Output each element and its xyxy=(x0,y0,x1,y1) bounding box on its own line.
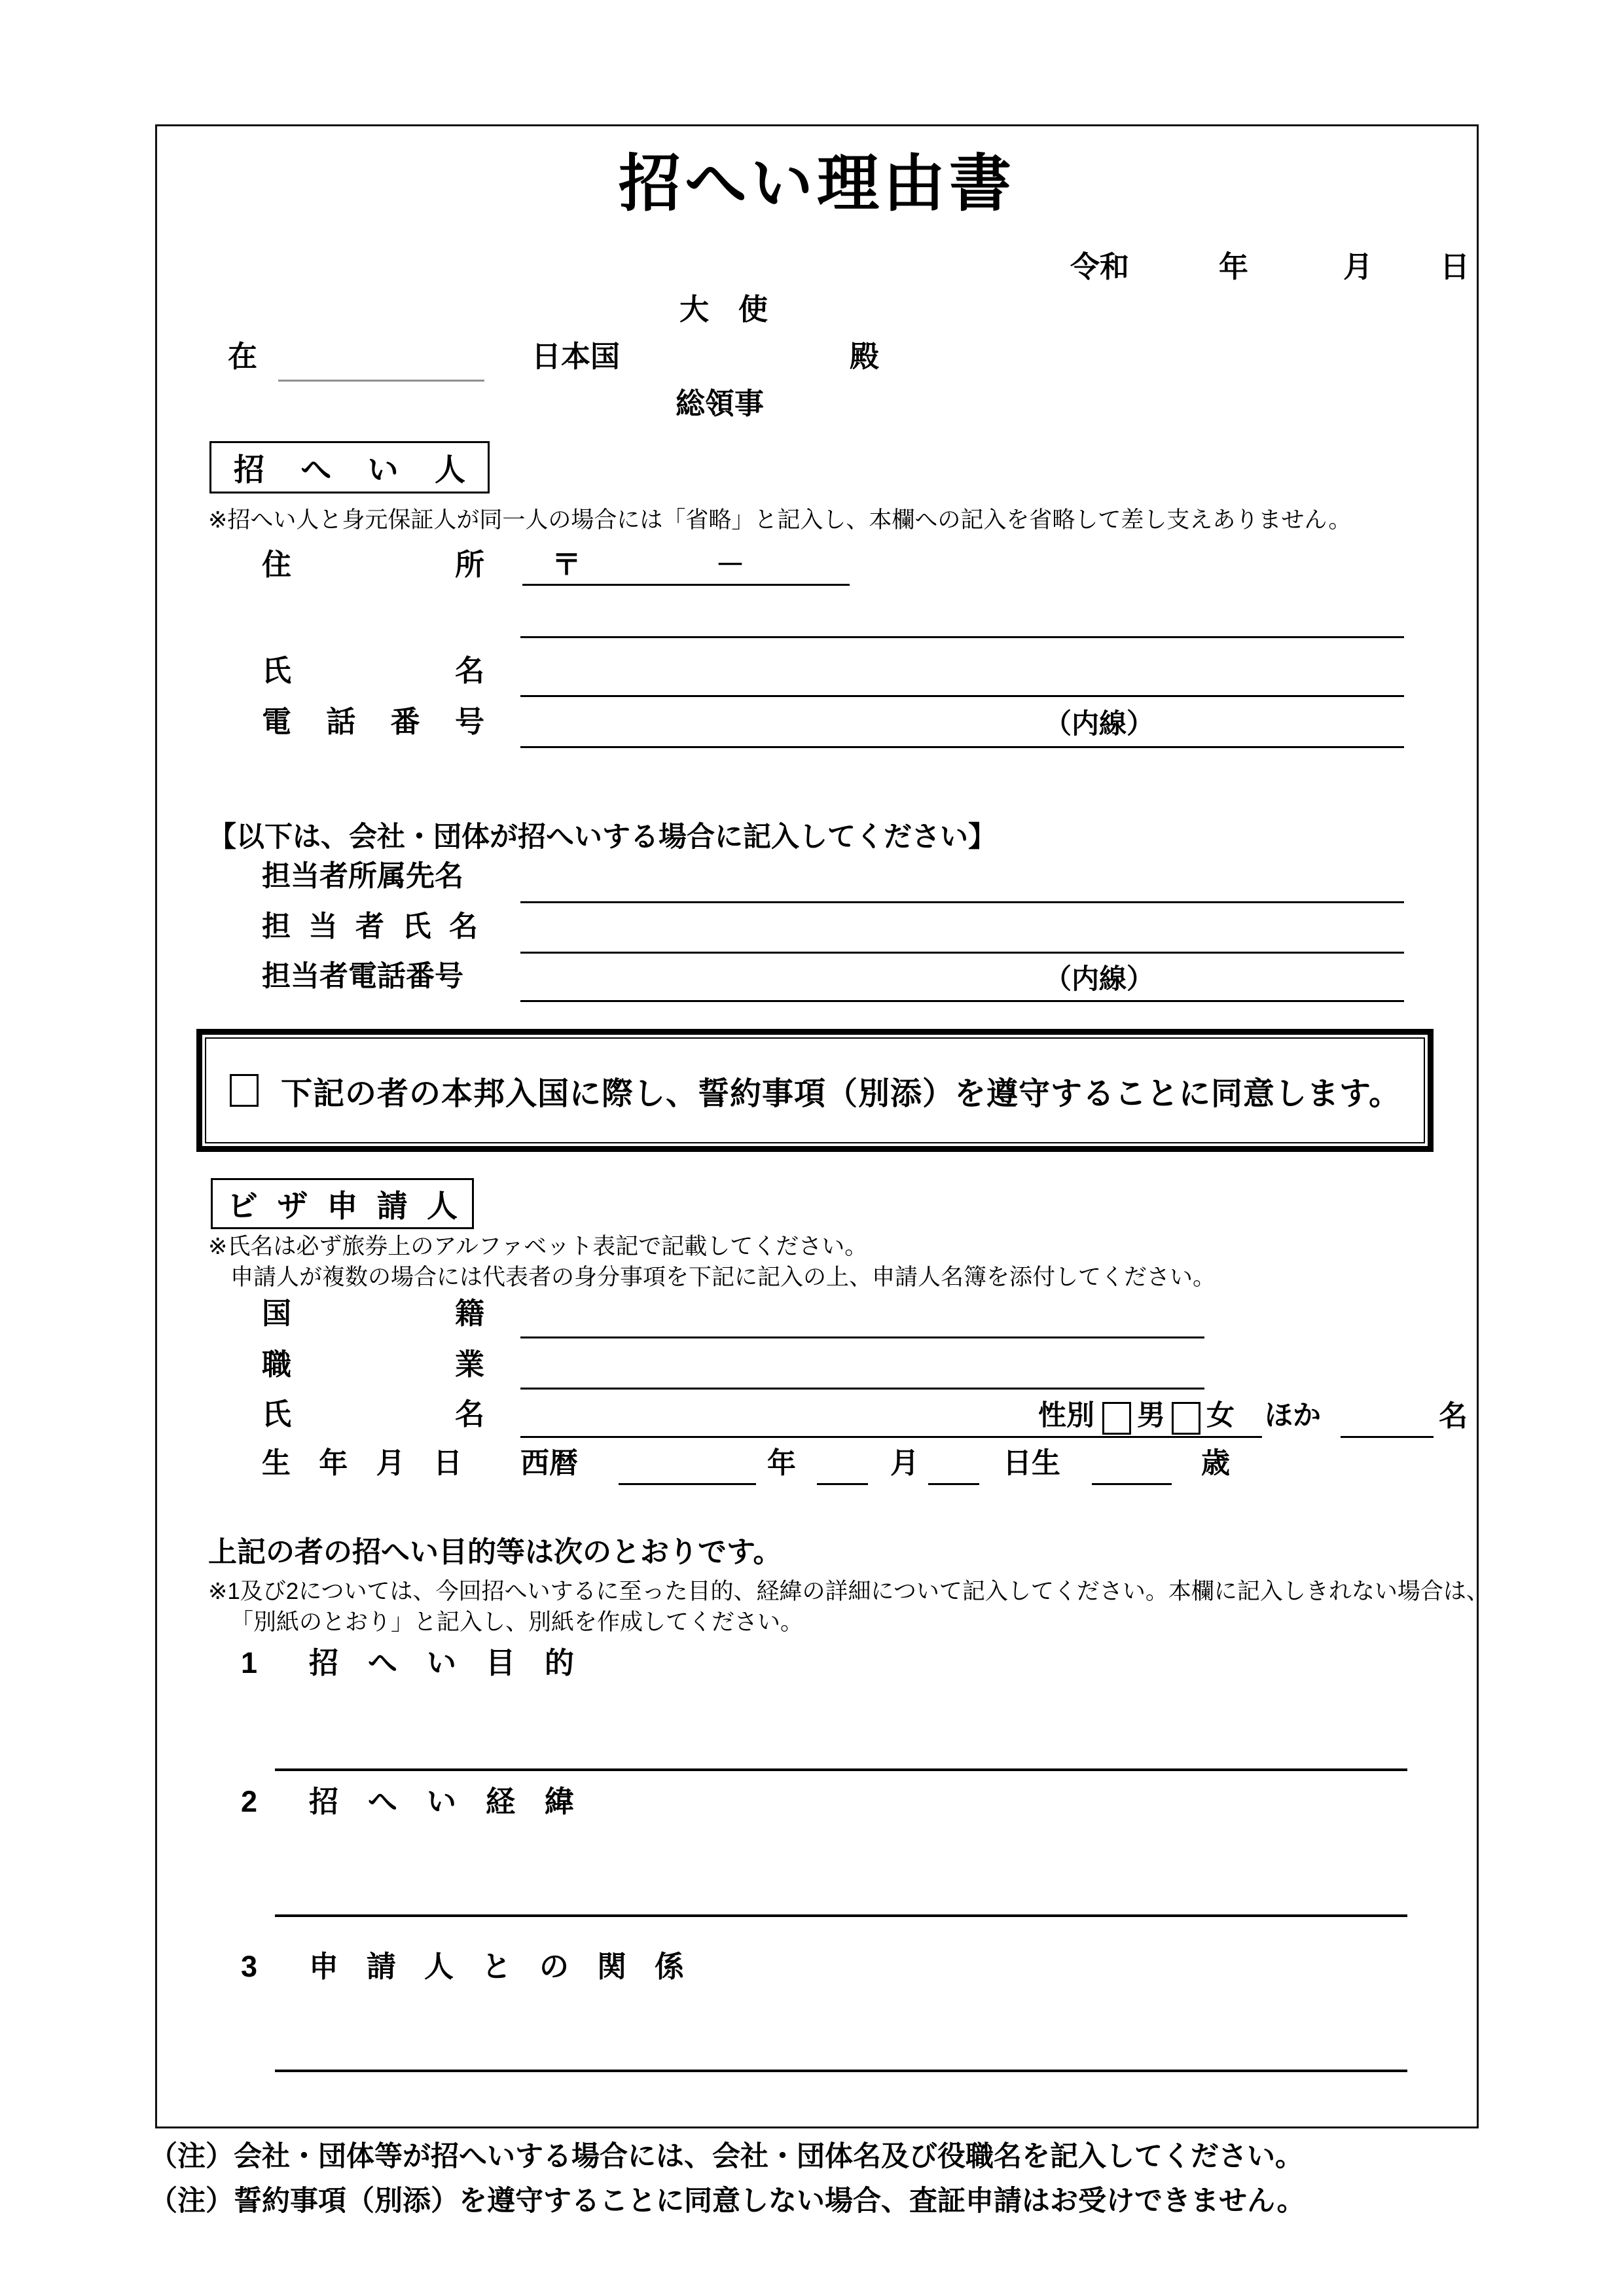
company-contact-phone-field-line[interactable] xyxy=(520,1000,1404,1002)
date-era-label: 令和 xyxy=(1070,250,1130,283)
name-label-char: 氏 xyxy=(262,654,292,687)
phone-label-char: 電 xyxy=(262,705,292,738)
seireki-label: 西暦 xyxy=(520,1447,578,1479)
age-label: 歳 xyxy=(1201,1447,1230,1479)
invitee-phone-field-line[interactable] xyxy=(520,746,1404,748)
purpose-item-1-number: 1 xyxy=(241,1646,258,1679)
address-label-char: 所 xyxy=(454,548,484,581)
applicant-note-2: 申請人が複数の場合には代表者の身分事項を下記に記入の上、申請人名簿を添付してください。 xyxy=(230,1265,1216,1290)
company-affiliation-field-line[interactable] xyxy=(520,901,1404,903)
applicant-header-char: 請 xyxy=(376,1188,408,1223)
mei-label: 名 xyxy=(1439,1400,1468,1432)
birth-year-field-line[interactable] xyxy=(619,1483,756,1485)
company-extension-label: （内線） xyxy=(1044,963,1155,994)
birth-month-label: 月 xyxy=(890,1447,919,1479)
phone-label-char: 話 xyxy=(326,705,356,738)
purpose-item-3-label: 申請人との関係 xyxy=(309,1950,713,1983)
nationality-char: 国 xyxy=(262,1297,292,1330)
birth-month-field-line[interactable] xyxy=(817,1483,868,1485)
purpose-item-2-number: 2 xyxy=(241,1785,258,1818)
address-label-char: 住 xyxy=(262,548,292,581)
company-section-header: 【以下は、会社・団体が招へいする場合に記入してください】 xyxy=(208,821,996,853)
applicant-header-char: ビ xyxy=(227,1188,258,1223)
applicant-nationality-field-line[interactable] xyxy=(520,1336,1204,1338)
consul-general-label: 総領事 xyxy=(676,387,765,420)
purpose-note-1: ※1及び2については、今回招へいするに至った目的、経緯の詳細について記入してください。本欄に記入しきれない場合は、 xyxy=(208,1579,1489,1604)
ambassador-label: 大 使 xyxy=(679,293,768,326)
applicant-name-label xyxy=(262,1399,484,1429)
contact-name-char: 当 xyxy=(308,910,338,942)
purpose-item-1-label: 招へい目的 xyxy=(309,1646,604,1679)
zai-label: 在 xyxy=(228,340,258,373)
invitee-extension-label: （内線） xyxy=(1044,708,1155,739)
contact-name-char: 名 xyxy=(449,910,478,942)
purpose-item-2-field-line[interactable] xyxy=(275,1914,1407,1917)
birth-year-label: 年 xyxy=(767,1447,796,1479)
date-day-label: 日 xyxy=(1440,250,1470,283)
nihonkoku-label: 日本国 xyxy=(532,340,621,373)
phone-label-char: 番 xyxy=(390,705,420,738)
contact-name-char: 担 xyxy=(262,910,291,942)
phone-label-char: 号 xyxy=(454,705,484,738)
birth-label-char: 月 xyxy=(376,1447,405,1479)
applicant-header-char: ザ xyxy=(277,1188,308,1223)
postal-mark: 〒 xyxy=(552,548,582,581)
date-year-label: 年 xyxy=(1219,250,1249,283)
applicant-name-char: 名 xyxy=(454,1397,484,1431)
footnote-company: （注）会社・団体等が招へいする場合には、会社・団体名及び役職名を記入してください。 xyxy=(149,2141,1303,2172)
applicant-note-1: ※氏名は必ず旅券上のアルファベット表記で記載してください。 xyxy=(208,1234,868,1259)
invitee-section-header xyxy=(209,441,490,493)
occupation-char: 職 xyxy=(262,1348,292,1381)
company-contact-phone-label: 担当者電話番号 xyxy=(262,960,463,992)
birthdate-label xyxy=(262,1449,462,1478)
applicant-section-header xyxy=(211,1178,474,1229)
purpose-note-2: 「別紙のとおり」と記入し、別紙を作成してください。 xyxy=(230,1609,804,1635)
hoka-label: ほか xyxy=(1265,1400,1321,1431)
gender-female-label: 女 xyxy=(1206,1400,1235,1431)
company-contact-name-label xyxy=(262,912,478,941)
page-title: 招へい理由書 xyxy=(618,149,1015,219)
purpose-heading: 上記の者の招へい目的等は次のとおりです。 xyxy=(208,1536,782,1568)
gender-female-checkbox[interactable] xyxy=(1172,1402,1200,1435)
birth-day-label: 日生 xyxy=(1003,1447,1060,1479)
contact-name-char: 者 xyxy=(355,910,384,942)
applicant-nationality-label xyxy=(262,1299,484,1328)
consulate-location-field-line[interactable] xyxy=(278,380,484,382)
footnote-pledge: （注）誓約事項（別添）を遵守することに同意しない場合、査証申請はお受けできません。 xyxy=(149,2185,1305,2217)
purpose-item-1-field-line[interactable] xyxy=(275,1768,1407,1771)
invitee-phone-label xyxy=(262,707,484,736)
invitee-postal-field-line[interactable] xyxy=(522,584,850,586)
invitee-address-field-line[interactable] xyxy=(520,636,1404,638)
invitee-header-char: 人 xyxy=(434,452,465,487)
hoka-count-field-line[interactable] xyxy=(1341,1436,1434,1438)
applicant-header-char: 申 xyxy=(327,1188,358,1223)
birth-day-field-line[interactable] xyxy=(928,1483,979,1485)
purpose-item-3-number: 3 xyxy=(241,1950,258,1983)
agreement-box xyxy=(196,1029,1434,1152)
birth-label-char: 日 xyxy=(433,1447,462,1479)
agreement-box-inner xyxy=(205,1037,1425,1143)
invitee-name-field-line[interactable] xyxy=(520,695,1404,697)
invitee-header-char: 招 xyxy=(234,452,264,487)
occupation-char: 業 xyxy=(454,1348,484,1381)
birth-label-char: 年 xyxy=(319,1447,348,1479)
postal-dash: － xyxy=(715,548,746,581)
applicant-name-field-line[interactable] xyxy=(520,1436,1262,1438)
applicant-header-char: 人 xyxy=(427,1188,458,1223)
invitee-header-char: へ xyxy=(300,452,332,487)
invitee-name-label xyxy=(262,656,484,685)
nationality-char: 籍 xyxy=(454,1297,484,1330)
date-month-label: 月 xyxy=(1343,250,1373,283)
purpose-item-3-field-line[interactable] xyxy=(275,2070,1407,2072)
gender-male-checkbox[interactable] xyxy=(1102,1402,1131,1435)
applicant-occupation-field-line[interactable] xyxy=(520,1388,1204,1390)
agreement-text: 下記の者の本邦入国に際し、誓約事項（別添）を遵守することに同意します。 xyxy=(281,1076,1401,1111)
applicant-occupation-label xyxy=(262,1350,484,1379)
applicant-name-char: 氏 xyxy=(262,1397,292,1431)
birth-label-char: 生 xyxy=(262,1447,291,1479)
company-affiliation-label: 担当者所属先名 xyxy=(262,860,463,892)
gender-male-label: 男 xyxy=(1137,1400,1165,1431)
company-contact-name-field-line[interactable] xyxy=(520,952,1404,954)
agreement-checkbox[interactable] xyxy=(230,1074,259,1107)
purpose-item-2-label: 招へい経緯 xyxy=(309,1785,604,1818)
dono-label: 殿 xyxy=(850,340,880,373)
invitee-address-label xyxy=(262,550,484,579)
name-label-char: 名 xyxy=(454,654,484,687)
invitee-note: ※招へい人と身元保証人が同一人の場合には「省略」と記入し、本欄への記入を省略して差し支えありません。 xyxy=(208,507,1352,533)
invitee-header-char: い xyxy=(367,452,399,487)
contact-name-char: 氏 xyxy=(402,910,431,942)
age-field-line[interactable] xyxy=(1092,1483,1172,1485)
gender-label: 性別 xyxy=(1038,1400,1094,1431)
